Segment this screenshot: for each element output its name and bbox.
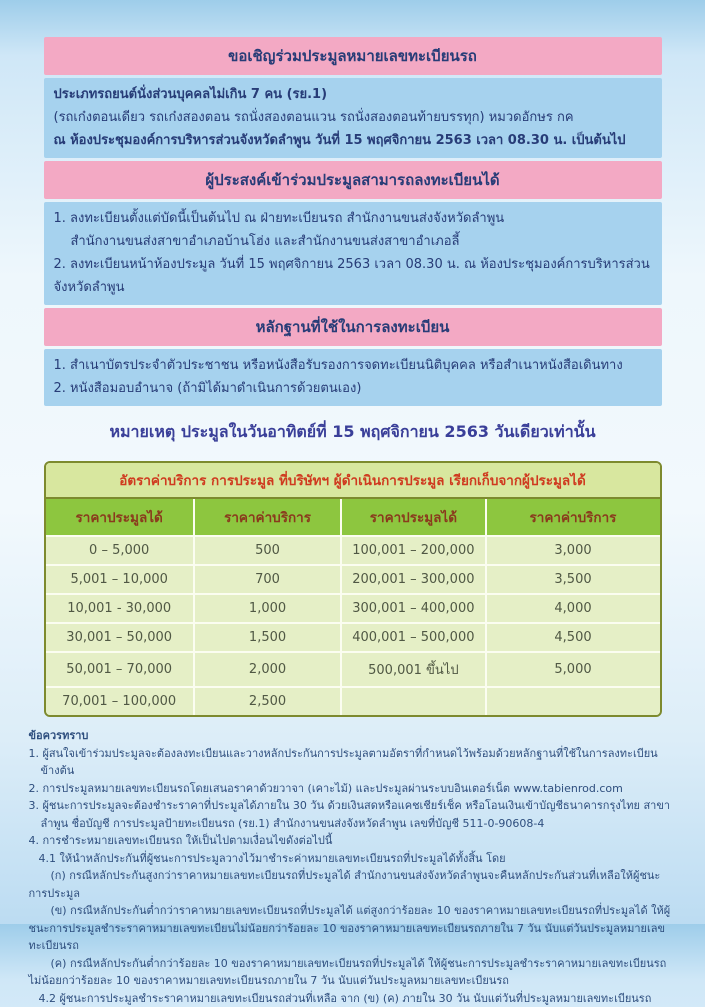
cell: 1,500 [193, 624, 340, 653]
cell: 500 [193, 537, 340, 566]
cell: 30,001 – 50,000 [46, 624, 193, 653]
cell [485, 688, 660, 715]
cell: 3,000 [485, 537, 660, 566]
fee-table-header-row [46, 499, 660, 537]
footnote-4-1-a: (ก) กรณีหลักประกันสูงกว่าราคาหมายเลขทะเบียนรถที่ประมูลได้ สำนักงานขนส่งจังหวัดลำพูนจะคืนหลักประกันส่วนที่เหลือให้ผู้ชนะการประมูล [29, 867, 677, 902]
banner-invite-title: ขอเชิญร่วมประมูลหมายเลขทะเบียนรถ [44, 37, 662, 75]
cell: 500,001 ขึ้นไป [340, 653, 484, 688]
cell: 200,001 – 300,000 [340, 566, 484, 595]
table-row [46, 688, 660, 715]
footnotes-section [29, 727, 677, 1007]
announcement-poster [44, 0, 662, 717]
evidence-box [44, 349, 662, 406]
cell: 400,001 – 500,000 [340, 624, 484, 653]
table-row [46, 566, 660, 595]
cell: 70,001 – 100,000 [46, 688, 193, 715]
fee-table-title: อัตราค่าบริการ การประมูล ที่บริษัทฯ ผู้ดำเนินการประมูล เรียกเก็บจากผู้ประมูลได้ [46, 463, 660, 499]
banner-evidence-title: หลักฐานที่ใช้ในการลงทะเบียน [44, 308, 662, 346]
col-header-auction-price-1: ราคาประมูลได้ [46, 499, 193, 537]
cell: 4,000 [485, 595, 660, 624]
auction-date-remark: หมายเหตุ ประมูลในวันอาทิตย์ที่ 15 พฤศจิกายน 2563 วันเดียวเท่านั้น [44, 420, 662, 445]
register-item-1-continued: สำนักงานขนส่งสาขาอำเภอบ้านโฮ่ง และสำนักงานขนส่งสาขาอำเภอลี้ [54, 230, 652, 253]
cell: 5,001 – 10,000 [46, 566, 193, 595]
footnote-4-1: 4.1 ให้นำหลักประกันที่ผู้ชนะการประมูลวางไว้มาชำระค่าหมายเลขทะเบียนรถที่ประมูลได้ทั้งสิ้น โดย [39, 850, 677, 868]
cell: 3,500 [485, 566, 660, 595]
register-item-2: 2. ลงทะเบียนหน้าห้องประมูล วันที่ 15 พฤศจิกายน 2563 เวลา 08.30 น. ณ ห้องประชุมองค์การบริหารส่วนจังหวัดลำพูน [54, 253, 652, 299]
banner-register-title: ผู้ประสงค์เข้าร่วมประมูลสามารถลงทะเบียนได้ [44, 161, 662, 199]
cell: 4,500 [485, 624, 660, 653]
col-header-service-fee-2: ราคาค่าบริการ [485, 499, 660, 537]
footnote-4-1-b: (ข) กรณีหลักประกันต่ำกว่าราคาหมายเลขทะเบียนรถที่ประมูลได้ แต่สูงกว่าร้อยละ 10 ของราคาหมายเลขทะเบียนรถที่ประมูลได้ ให้ผู้ชนะการประมูลชำระราคาหมายเลขทะเบียนไม่น้อยกว่าร้อยละ 10 ของราคาหมายเลขทะเบียนรถภายใน 7 วัน นับแต่วันประมูลหมายเลขทะเบียนรถ [29, 902, 677, 955]
vehicle-type-box [44, 78, 662, 158]
table-row [46, 624, 660, 653]
venue-date-line: ณ ห้องประชุมองค์การบริหารส่วนจังหวัดลำพูน วันที่ 15 พฤศจิกายน 2563 เวลา 08.30 น. เป็นต้นไป [54, 129, 652, 152]
evidence-item-1: 1. สำเนาบัตรประจำตัวประชาชน หรือหนังสือรับรองการจดทะเบียนนิติบุคคล หรือสำเนาหนังสือเดินทาง [54, 354, 652, 377]
cell [340, 688, 484, 715]
cell: 5,000 [485, 653, 660, 688]
register-item-1: 1. ลงทะเบียนตั้งแต่บัดนี้เป็นต้นไป ณ ฝ่ายทะเบียนรถ สำนักงานขนส่งจังหวัดลำพูน [54, 207, 652, 230]
footnote-3: 3. ผู้ชนะการประมูลจะต้องชำระราคาที่ประมูลได้ภายใน 30 วัน ด้วยเงินสดหรือแคชเชียร์เช็ค หรือโอนเงินเข้าบัญชีธนาคารกรุงไทย สาขาลำพูน ชื่อบัญชี การประมูลป้ายทะเบียนรถ (รย.1) สำนักงานขนส่งจังหวัดลำพูน เลขที่บัญชี 511-0-90608-4 [29, 797, 677, 832]
table-row [46, 653, 660, 688]
fee-table-caption-row [46, 463, 660, 499]
cell: 100,001 – 200,000 [340, 537, 484, 566]
footnotes-title: ข้อควรทราบ [29, 727, 677, 745]
registration-box [44, 202, 662, 305]
table-row [46, 537, 660, 566]
service-fee-table [44, 461, 662, 717]
cell: 10,001 - 30,000 [46, 595, 193, 624]
cell: 700 [193, 566, 340, 595]
footnote-4-1-c: (ค) กรณีหลักประกันต่ำกว่าร้อยละ 10 ของราคาหมายเลขทะเบียนรถที่ประมูลได้ ให้ผู้ชนะการประมูลชำระราคาหมายเลขทะเบียนรถไม่น้อยกว่าร้อยละ 10 ของราคาหมายเลขทะเบียนรถภายใน 7 วัน นับแต่วันประมูลหมายเลขทะเบียนรถ [29, 955, 677, 990]
cell: 50,001 – 70,000 [46, 653, 193, 688]
table-row [46, 595, 660, 624]
vehicle-detail-line: (รถเก๋งตอนเดียว รถเก๋งสองตอน รถนั่งสองตอนแวน รถนั่งสองตอนท้ายบรรทุก) หมวดอักษร กค [54, 106, 652, 129]
footnote-4: 4. การชำระหมายเลขทะเบียนรถ ให้เป็นไปตามเงื่อนไขดังต่อไปนี้ [29, 832, 677, 850]
cell: 300,001 – 400,000 [340, 595, 484, 624]
footnote-1: 1. ผู้สนใจเข้าร่วมประมูลจะต้องลงทะเบียนและวางหลักประกันการประมูลตามอัตราที่กำหนดไว้พร้อมด้วยหลักฐานที่ใช้ในการลงทะเบียนข้างต้น [29, 745, 677, 780]
cell: 2,500 [193, 688, 340, 715]
cell: 0 – 5,000 [46, 537, 193, 566]
footnote-2: 2. การประมูลหมายเลขทะเบียนรถโดยเสนอราคาด้วยวาจา (เคาะไม้) และประมูลผ่านระบบอินเตอร์เน็ต www.tabienrod.com [29, 780, 677, 798]
col-header-auction-price-2: ราคาประมูลได้ [340, 499, 484, 537]
col-header-service-fee-1: ราคาค่าบริการ [193, 499, 340, 537]
footnote-4-2: 4.2 ผู้ชนะการประมูลชำระราคาหมายเลขทะเบียนรถส่วนที่เหลือ จาก (ข) (ค) ภายใน 30 วัน นับแต่วันที่ประมูลหมายเลขทะเบียนรถ [39, 990, 677, 1007]
cell: 2,000 [193, 653, 340, 688]
cell: 1,000 [193, 595, 340, 624]
evidence-item-2: 2. หนังสือมอบอำนาจ (ถ้ามิได้มาดำเนินการด้วยตนเอง) [54, 377, 652, 400]
vehicle-type-line: ประเภทรถยนต์นั่งส่วนบุคคลไม่เกิน 7 คน (รย.1) [54, 83, 652, 106]
